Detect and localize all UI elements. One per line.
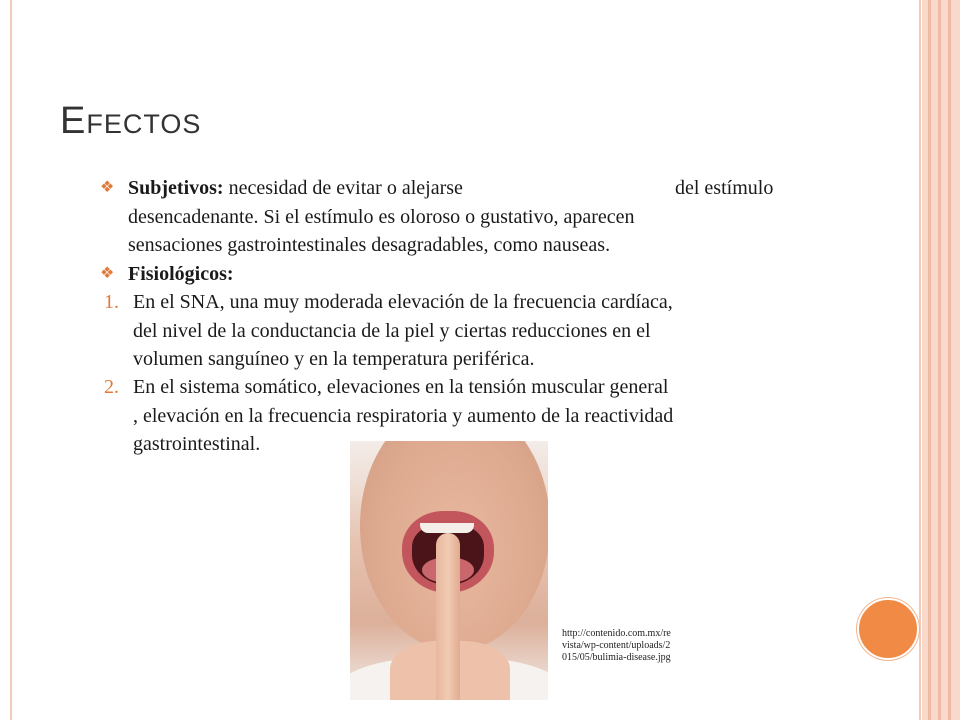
subjetivos-text-1b: del estímulo [675, 177, 774, 199]
subjetivos-text-3: sensaciones gastrointestinales desagradables, como nauseas. [128, 234, 611, 256]
list-item-1 [100, 288, 900, 374]
subjetivos-label: Subjetivos: [128, 177, 224, 199]
bullet-fisiologicos [100, 260, 900, 288]
bullet-subjetivos [100, 174, 900, 260]
diamond-bullet-icon: ❖ [100, 265, 115, 282]
decorative-circle [857, 598, 919, 660]
list-number-2: 2. [104, 376, 119, 398]
item1-line1: En el SNA, una muy moderada elevación de la frecuencia cardíaca, [133, 291, 673, 313]
image-source-caption: http://contenido.com.mx/revista/wp-content/uploads/2015/05/bulimia-disease.jpg [562, 628, 671, 663]
subjetivos-text-2: desencadenante. Si el estímulo es oloroso o gustativo, aparecen [128, 205, 635, 228]
item2-line1: En el sistema somático, elevaciones en la tensión muscular general [133, 376, 669, 398]
fisiologicos-label: Fisiológicos: [128, 263, 234, 285]
subjetivos-text-1: necesidad de evitar o alejarse [228, 177, 463, 199]
slide-title: Efectos [60, 100, 202, 142]
item2-line3: gastrointestinal. [133, 433, 261, 455]
photo-finger-in-mouth [350, 441, 548, 700]
diamond-bullet-icon: ❖ [100, 179, 115, 196]
item1-line2: del nivel de la conductancia de la piel y ciertas reducciones en el [133, 319, 651, 342]
decorative-stripes [922, 0, 960, 720]
item2-line2: , elevación en la frecuencia respiratoria y aumento de la reactividad [133, 404, 674, 427]
list-number-1: 1. [104, 291, 119, 313]
item1-line3: volumen sanguíneo y en la temperatura periférica. [133, 348, 535, 370]
